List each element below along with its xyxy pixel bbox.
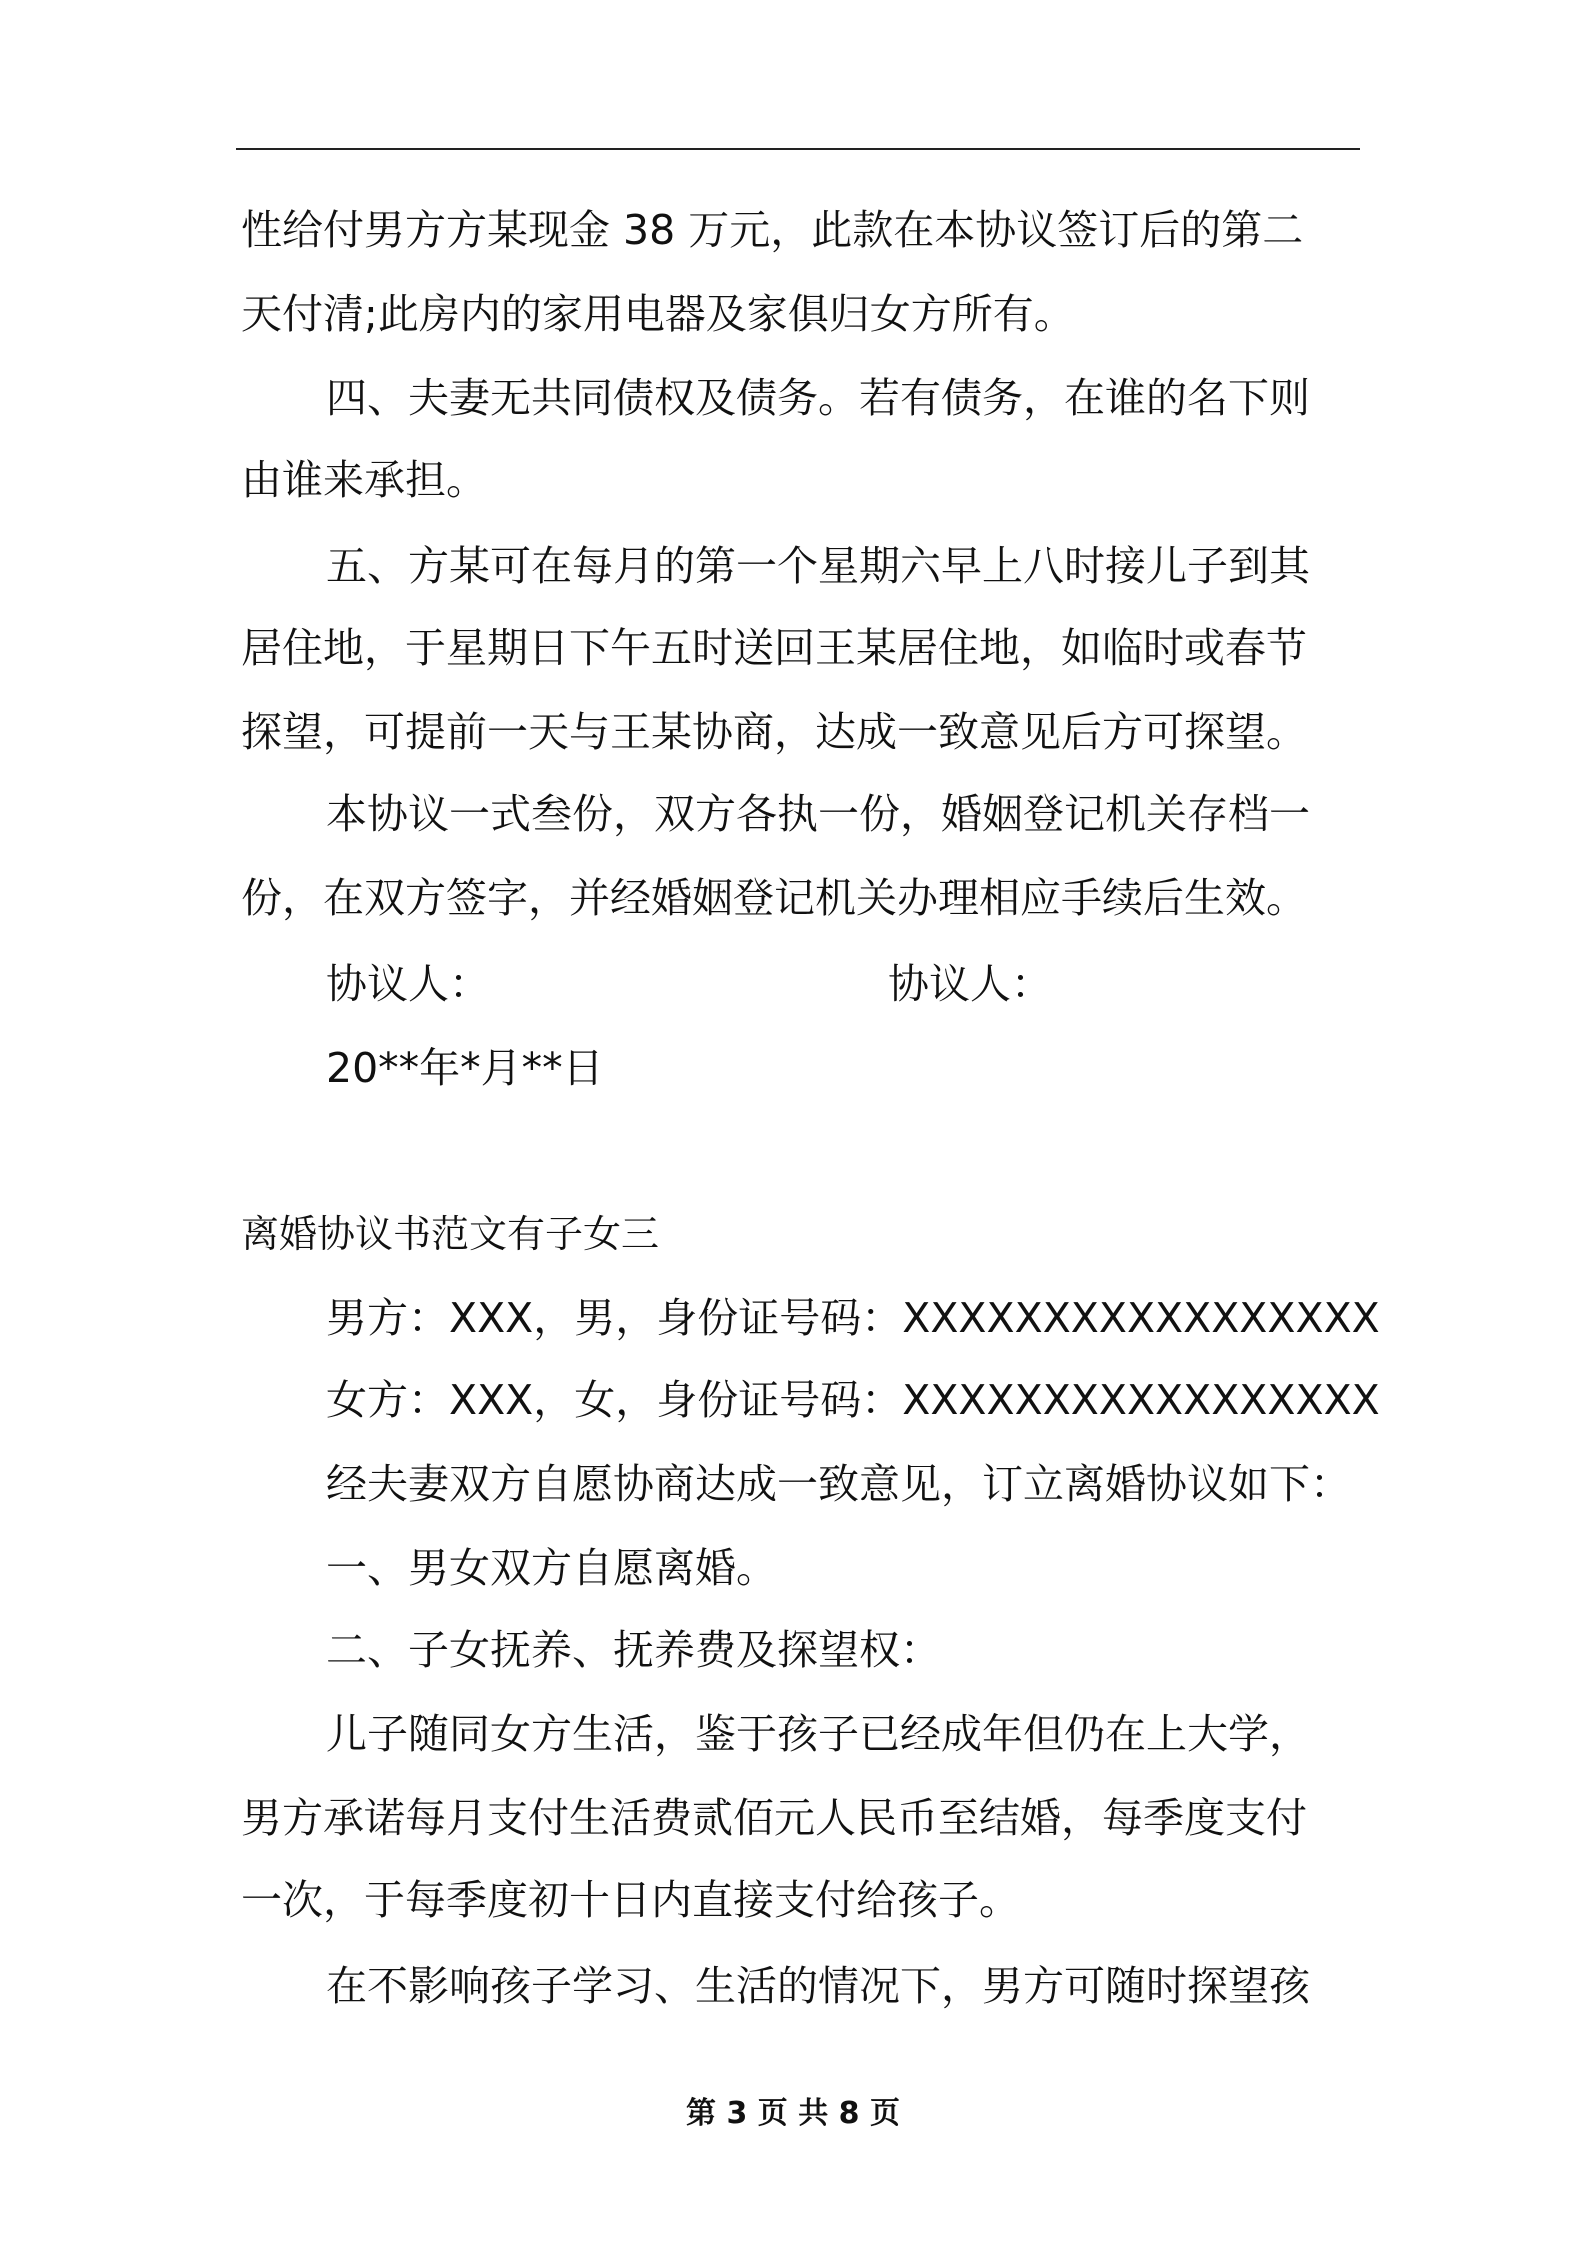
text-line-7: 探望，可提前一天与王某协商，达成一致意见后方可探望。	[241, 708, 1307, 756]
text-line-3: 四、夫妻无共同债权及债务。若有债务，在谁的名下则	[326, 374, 1310, 422]
text-line-visitation: 在不影响孩子学习、生活的情况下，男方可随时探望孩	[326, 1962, 1310, 2010]
text-line-1: 性给付男方方某现金 38 万元，此款在本协议签订后的第二	[241, 206, 1304, 254]
text-line-custody-1: 儿子随同女方生活，鉴于孩子已经成年但仍在上大学，	[326, 1710, 1310, 1758]
header-rule	[236, 148, 1360, 150]
text-line-8: 本协议一式叁份，双方各执一份，婚姻登记机关存档一	[326, 790, 1310, 838]
date-line: 20**年*月**日	[326, 1044, 604, 1092]
text-line-male-party: 男方：XXX，男，身份证号码：XXXXXXXXXXXXXXXXX	[326, 1294, 1380, 1342]
text-line-4: 由谁来承担。	[241, 456, 487, 504]
text-line-clause-2: 二、子女抚养、抚养费及探望权：	[326, 1626, 941, 1674]
text-line-custody-3: 一次，于每季度初十日内直接支付给孩子。	[241, 1876, 1020, 1924]
text-line-6: 居住地，于星期日下午五时送回王某居住地，如临时或春节	[241, 624, 1307, 672]
text-line-5: 五、方某可在每月的第一个星期六早上八时接儿子到其	[326, 542, 1310, 590]
text-line-custody-2: 男方承诺每月支付生活费贰佰元人民币至结婚，每季度支付	[241, 1794, 1307, 1842]
text-line-clause-1: 一、男女双方自愿离婚。	[326, 1544, 777, 1592]
text-line-9: 份，在双方签字，并经婚姻登记机关办理相应手续后生效。	[241, 874, 1307, 922]
signatory-label-left: 协议人：	[326, 960, 490, 1008]
text-line-female-party: 女方：XXX，女，身份证号码：XXXXXXXXXXXXXXXXX	[326, 1376, 1380, 1424]
text-line-2: 天付清;此房内的家用电器及家俱归女方所有。	[241, 290, 1075, 338]
section-title: 离婚协议书范文有子女三	[241, 1212, 660, 1256]
text-line-preamble: 经夫妻双方自愿协商达成一致意见，订立离婚协议如下：	[326, 1460, 1351, 1508]
signatory-label-right: 协议人：	[888, 960, 1052, 1008]
page-number: 第 3 页 共 8 页	[686, 2096, 900, 2131]
